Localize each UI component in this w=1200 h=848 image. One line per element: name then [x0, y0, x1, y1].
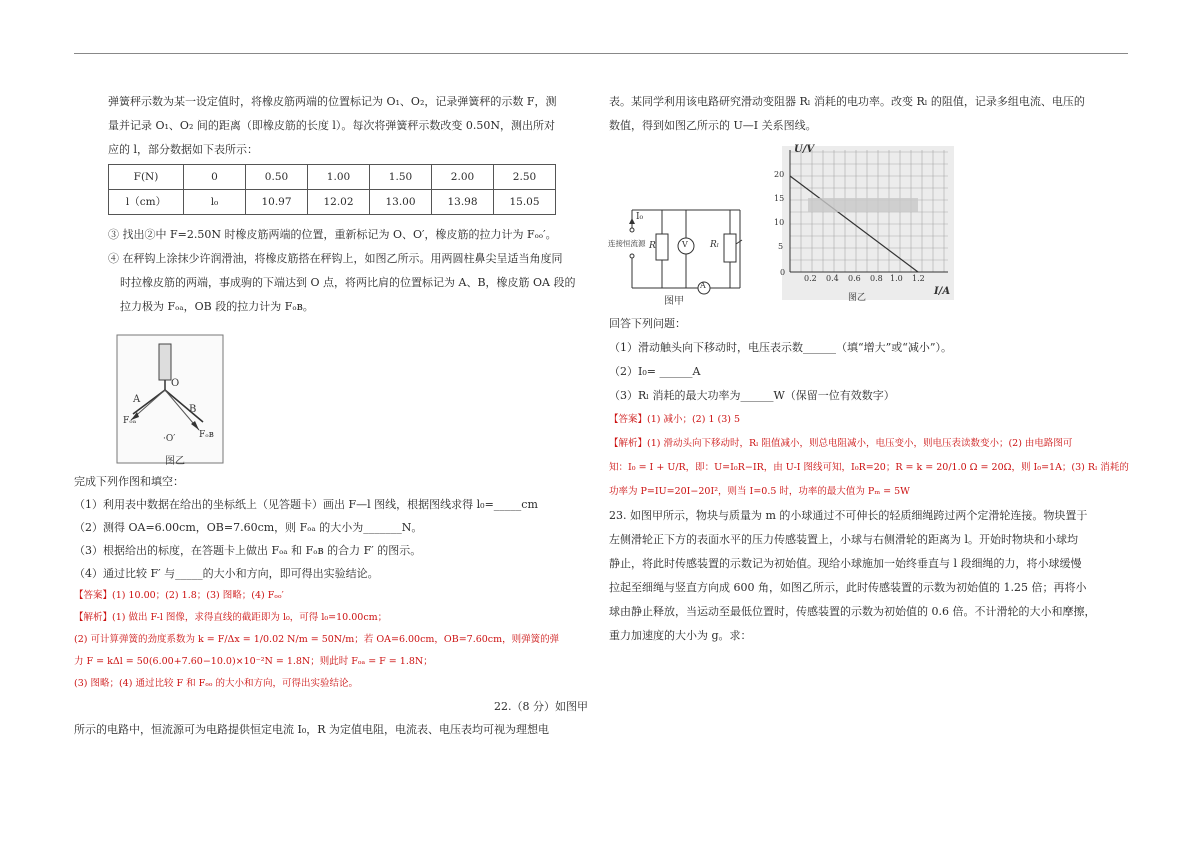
xtick-0-6: 0.6	[848, 274, 861, 283]
q23-line-2: 左侧滑轮正下方的表面水平的压力传感装置上，小球与右侧滑轮的距离为 l。开始时物块和小球均	[609, 533, 1079, 546]
xtick-0-4: 0.4	[826, 274, 839, 283]
label-o: O	[171, 378, 180, 389]
table-cell: 10.97	[246, 190, 308, 215]
circuit-caption: 图甲	[664, 296, 684, 307]
question-3: （3）根据给出的标度，在答题卡上做出 Fₒₐ 和 Fₒʙ 的合力 F′ 的图示。	[74, 544, 422, 557]
q23-line-1: 23. 如图甲所示，物块与质量为 m 的小球通过不可伸长的轻质细绳跨过两个定滑轮连接。物块置于	[609, 509, 1088, 522]
table-cell: 2.50	[494, 165, 556, 190]
table-row	[109, 165, 556, 190]
xtick-1-0: 1.0	[890, 274, 903, 283]
ui-graph	[768, 140, 958, 310]
right-column-intro	[609, 90, 1129, 138]
graph-xlabel: I/A	[934, 286, 951, 297]
q23-line-6: 重力加速度的大小为 g。求：	[609, 629, 752, 642]
table-cell: F(N)	[109, 165, 184, 190]
q23-line-4: 拉起至细绳与竖直方向成 600 角，如图乙所示，此时传感装置的示数为初始值的 1.25 倍；再将小	[609, 581, 1087, 594]
intro-line-3: 应的 l，部分数据如下表所示：	[108, 143, 259, 156]
step-3: ③ 找出②中 F=2.50N 时橡皮筋两端的位置，重新标记为 O、O′，橡皮筋的拉力计为 Fₒₒ′。	[108, 228, 557, 241]
right-column-questions	[609, 312, 1129, 648]
table-cell: 0.50	[246, 165, 308, 190]
complete-prompt: 完成下列作图和填空：	[74, 475, 184, 488]
graph-caption: 图乙	[848, 293, 867, 303]
q22-answer: 【答案】(1) 减小；(2) 1 (3) 5	[609, 414, 741, 425]
label-v: V	[682, 240, 688, 249]
left-questions	[74, 470, 594, 741]
ytick-15: 15	[774, 194, 785, 203]
answer-prompt: 回答下列问题：	[609, 317, 686, 330]
table-cell: 1.50	[370, 165, 432, 190]
table-cell: 13.98	[432, 190, 494, 215]
analysis-line-2: (2) 可计算弹簧的劲度系数为 k = F/Δx = 1/0.02 N/m = 50N/m；若 OA=6.00cm，OB=7.60cm，则弹簧的弹	[74, 634, 560, 645]
table-cell: 2.00	[432, 165, 494, 190]
q23-line-3: 静止，将此时传感装置的示数记为初始值。现给小球施加一始终垂直与 l 段细绳的力，将小球缓慢	[609, 557, 1082, 570]
label-fob: Fₒʙ	[199, 430, 214, 440]
label-rl: Rₗ	[710, 240, 719, 250]
label-a: A	[700, 281, 706, 290]
q22-question-1: （1）滑动触头向下移动时，电压表示数______（填“增大”或“减小”）。	[609, 341, 952, 354]
label-b: B	[189, 404, 197, 415]
figure-circuit	[608, 200, 746, 308]
table-cell: l₀	[184, 190, 246, 215]
ytick-10: 10	[774, 218, 785, 227]
intro-line-2: 量并记录 O₁、O₂ 间的距离（即橡皮筋的长度 l）。每次将弹簧秤示数改变 0.50N，测出所对	[108, 119, 555, 132]
analysis-line-3: 力 F = kΔl = 50(6.00+7.60−10.0)×10⁻²N = 1.8N；则此时 Fₒₐ = F = 1.8N；	[74, 656, 433, 667]
ytick-5: 5	[778, 242, 784, 251]
data-table	[108, 164, 556, 215]
table-cell: 0	[184, 165, 246, 190]
graph-ylabel: U/V	[794, 144, 815, 155]
intro-line-1: 弹簧秤示数为某一设定值时，将橡皮筋两端的位置标记为 O₁、O₂，记录弹簧秤的示数 F，测	[108, 95, 557, 108]
figure-yi	[115, 332, 227, 467]
left-column	[74, 90, 594, 319]
q22-line: 所示的电路中，恒流源可为电路提供恒定电流 I₀，R 为定值电阻，电流表、电压表均可视为理想电	[74, 723, 550, 736]
label-r: R	[649, 241, 656, 251]
q22-line-2: 表。某同学利用该电路研究滑动变阻器 Rₗ 消耗的电功率。改变 Rₗ 的阻值，记录多组电流、电压的	[609, 95, 1085, 108]
label-a: A	[133, 394, 141, 405]
q22-question-2: （2）I₀= ______A	[609, 365, 701, 378]
label-foa: Fₒₐ	[123, 416, 137, 426]
table-cell: 1.00	[308, 165, 370, 190]
q22-heading: 22.（8 分）如图甲	[494, 700, 588, 713]
step-4-line-1: ④ 在秤钩上涂抹少许润滑油，将橡皮筋搭在秤钩上，如图乙所示。用两圆柱鼻尖呈适当角度同	[108, 252, 563, 265]
q22-analysis-1: 【解析】(1) 滑动头向下移动时，Rₗ 阻值减小，则总电阻减小，电压变小，则电压表读数变小；(2) 由电路图可	[609, 438, 1073, 449]
graph-origin: 0	[780, 268, 786, 277]
step-4-line-3: 拉力极为 Fₒₐ，OB 段的拉力计为 Fₒʙ。	[120, 300, 314, 313]
step-4-line-2: 时拉橡皮筋的两端，事成驹的下端达到 O 点，将两比肩的位置标记为 A、B，橡皮筋 OA 段的	[120, 276, 576, 289]
label-i0: I₀	[636, 212, 644, 222]
q22-line-3: 数值，得到如图乙所示的 U—I 关系图线。	[609, 119, 817, 132]
q22-question-3: （3）Rₗ 消耗的最大功率为______W（保留一位有效数字）	[609, 389, 895, 402]
header-rule	[74, 53, 1128, 54]
label-oprime: ·O′	[163, 434, 176, 444]
q22-analysis-3: 功率为 P=IU=20I−20I²，则当 I=0.5 时，功率的最大值为 Pₘ = 5W	[609, 486, 910, 497]
answer-text: 【答案】(1) 10.00；(2) 1.8；(3) 图略；(4) Fₒₒ′	[74, 590, 284, 601]
xtick-1-2: 1.2	[912, 274, 925, 283]
q22-analysis-2: 知：I₀ = I + U/R，即：U=I₀R−IR，由 U-I 图线可知，I₀R=20；R = k = 20/1.0 Ω = 20Ω，则 I₀=1A；(3) Rₗ 消耗的	[609, 462, 1129, 473]
analysis-line-1: 【解析】(1) 做出 F-l 图像，求得直线的截距即为 l₀，可得 l₀=10.00cm；	[74, 612, 388, 623]
figure-caption: 图乙	[165, 456, 185, 467]
hook-diagram	[115, 332, 227, 467]
question-2: （2）测得 OA=6.00cm，OB=7.60cm，则 Fₒₐ 的大小为_______N。	[74, 521, 423, 534]
ytick-20: 20	[774, 170, 785, 179]
table-cell: 15.05	[494, 190, 556, 215]
analysis-line-4: (3) 图略；(4) 通过比较 F 和 Fₒₒ 的大小和方向，可得出实验结论。	[74, 678, 359, 689]
figure-ui-graph	[768, 140, 958, 310]
label-source: 连接恒流源	[608, 239, 646, 248]
table-row	[109, 190, 556, 215]
xtick-0-8: 0.8	[870, 274, 883, 283]
table-cell: 13.00	[370, 190, 432, 215]
q23-line-5: 球由静止释放，当运动至最低位置时，传感装置的示数为初始值的 0.6 倍。不计滑轮的大小和摩擦，	[609, 605, 1096, 618]
table-cell: l（cm）	[109, 190, 184, 215]
table-cell: 12.02	[308, 190, 370, 215]
xtick-0-2: 0.2	[804, 274, 817, 283]
question-4: （4）通过比较 F′ 与_____的大小和方向，即可得出实验结论。	[74, 567, 379, 580]
question-1: （1）利用表中数据在给出的坐标纸上（见答题卡）画出 F—l 图线，根据图线求得 l₀=_____cm	[74, 498, 538, 511]
